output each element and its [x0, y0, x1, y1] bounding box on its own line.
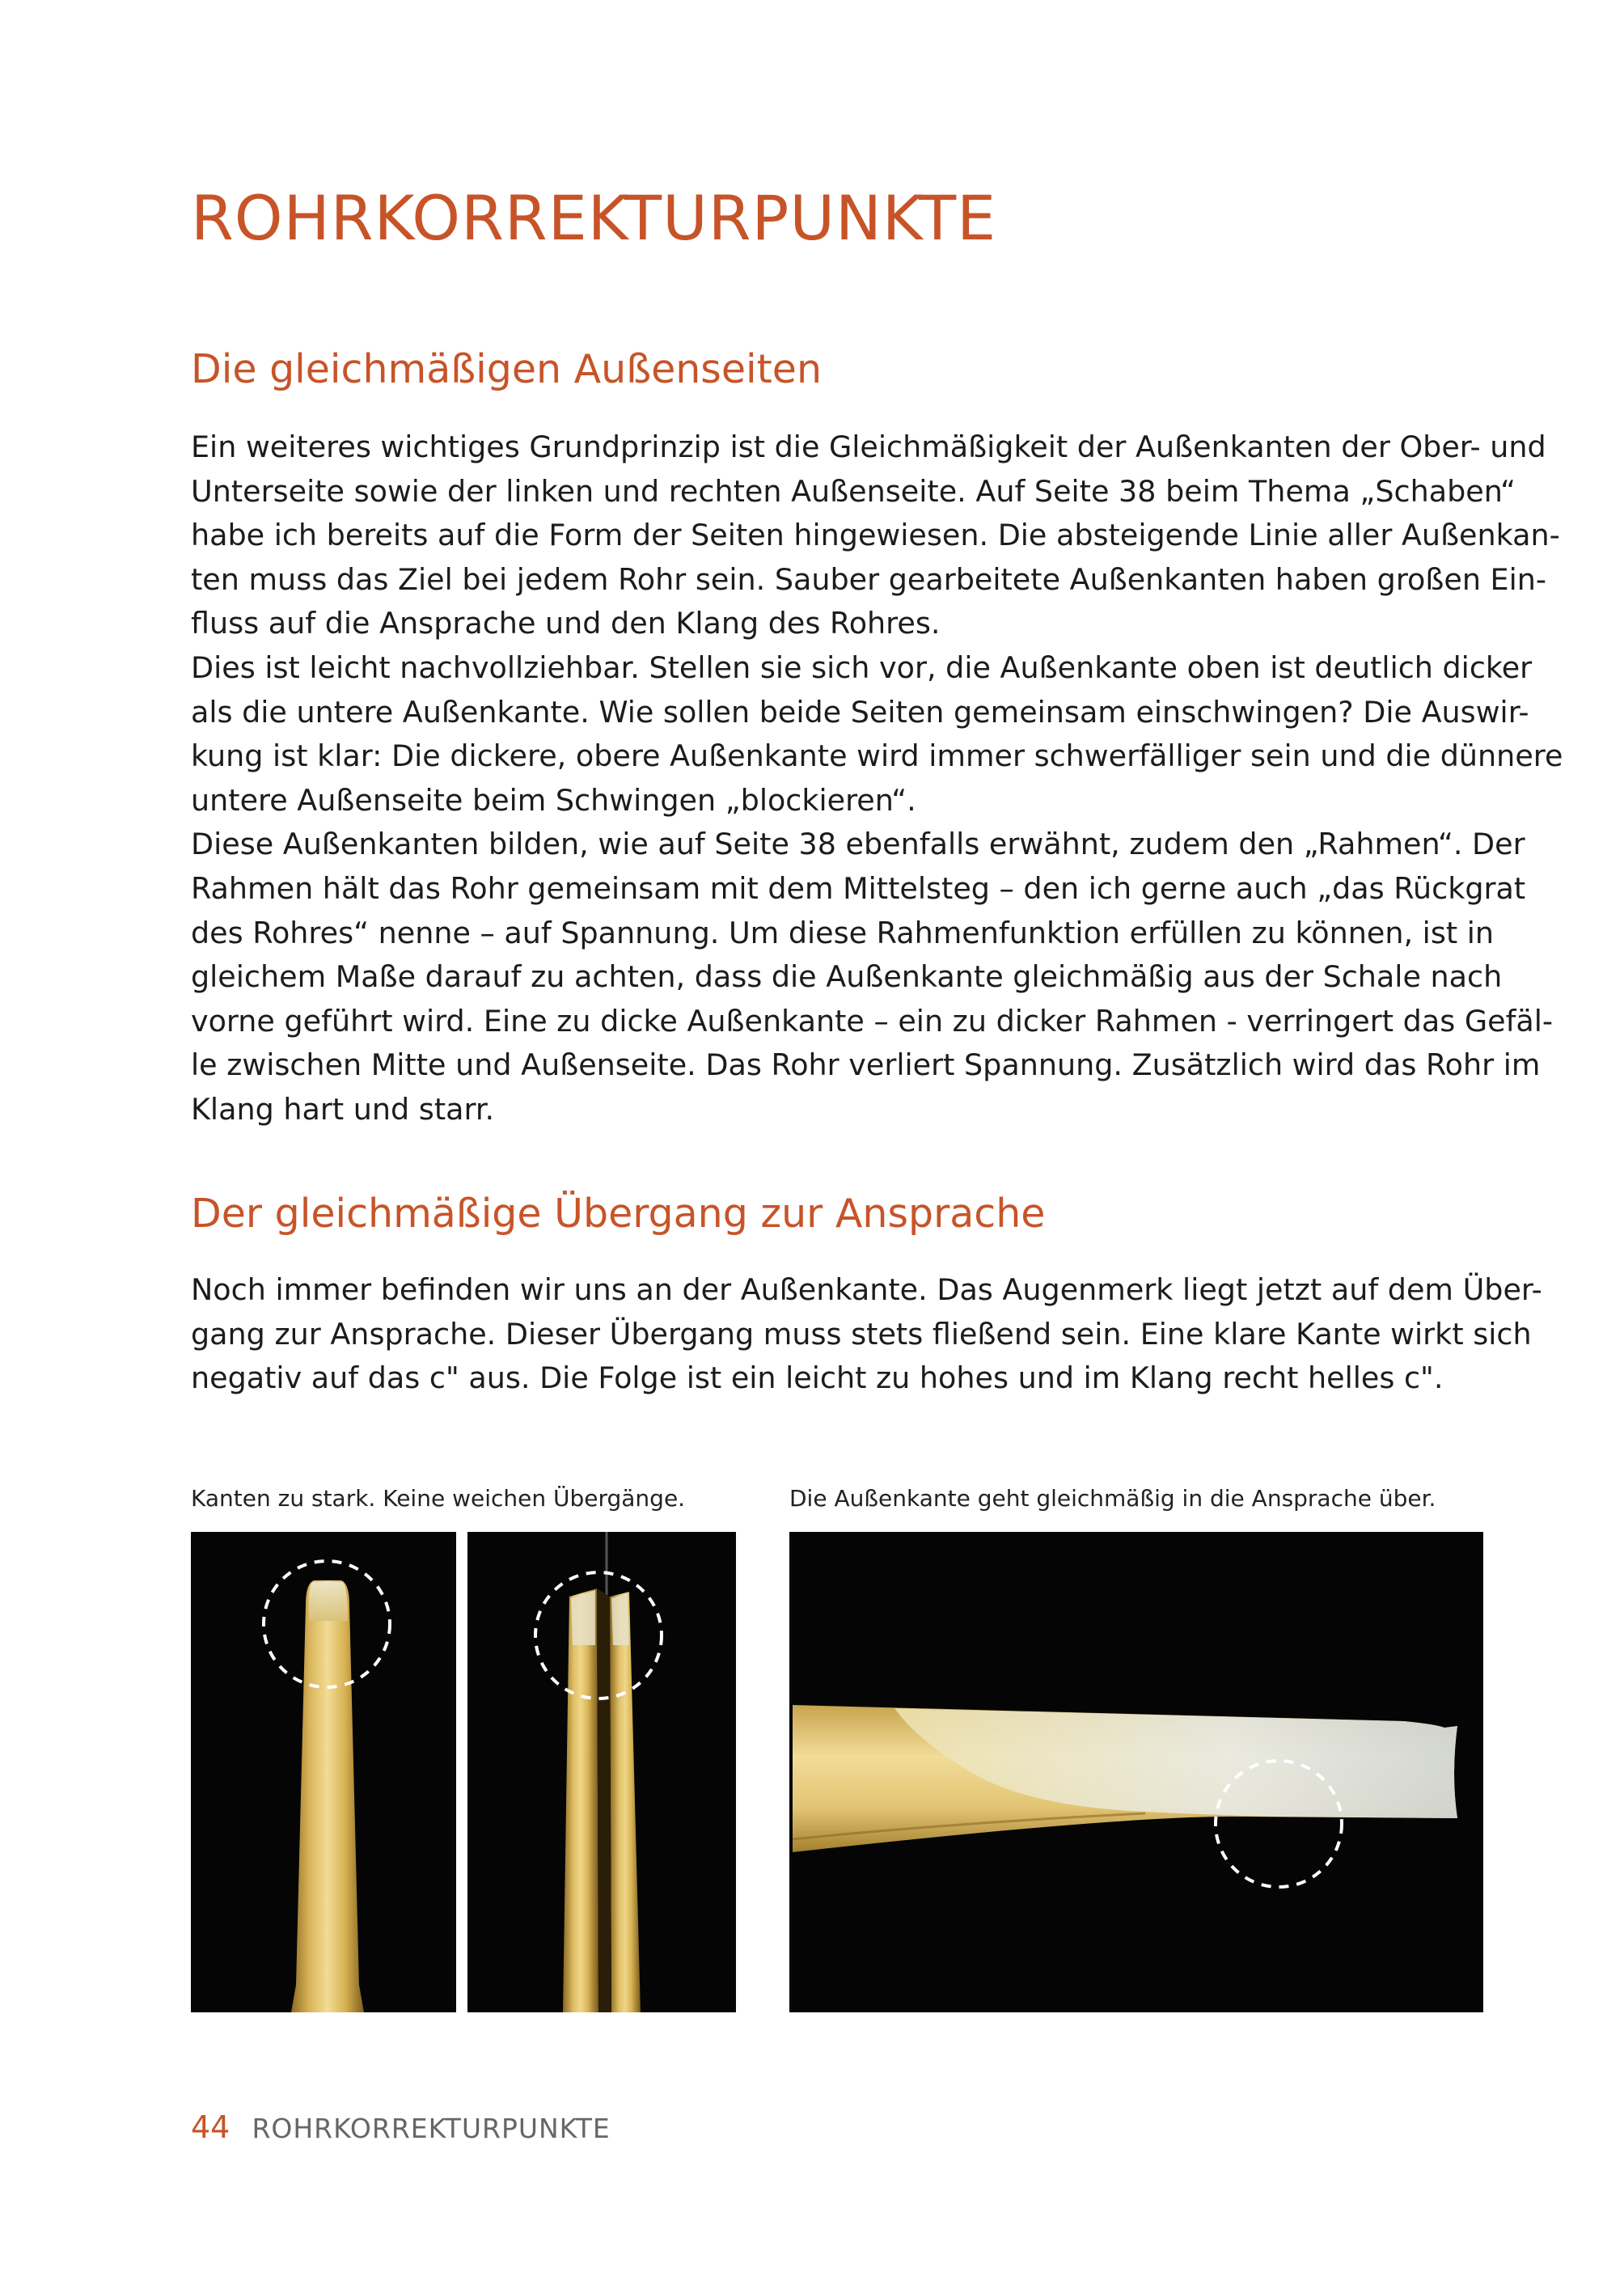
text-line: kung ist klar: Die dickere, obere Außenkante wird immer schwerfälliger sein und die dünnere — [191, 738, 1563, 774]
text-line: Rahmen hält das Rohr gemeinsam mit dem Mittelsteg – den ich gerne auch „das Rückgrat — [191, 870, 1526, 906]
text-line: fluss auf die Ansprache und den Klang des Rohres. — [191, 606, 941, 641]
text-line: als die untere Außenkante. Wie sollen beide Seiten gemeinsam einschwingen? Die Auswir- — [191, 694, 1529, 730]
text-line: gang zur Ansprache. Dieser Übergang muss stets fließend sein. Eine klare Kante wirkt sich — [191, 1316, 1532, 1352]
text-line: negativ auf das c" aus. Die Folge ist ein leicht zu hohes und im Klang recht helles c". — [191, 1360, 1444, 1396]
page-footer — [191, 2109, 611, 2145]
text-line: Dies ist leicht nachvollziehbar. Stellen sie sich vor, die Außenkante oben ist deutlich dicker — [191, 649, 1533, 685]
footer-chapter-label: ROHRKORREKTURPUNKTE — [252, 2113, 611, 2144]
text-line: ten muss das Ziel bei jedem Rohr sein. Sauber gearbeitete Außenkanten haben großen Ein- — [191, 561, 1547, 597]
reed-front-illustration — [191, 1532, 456, 2012]
text-line: Unterseite sowie der linken und rechten Außenseite. Auf Seite 38 beim Thema „Schaben“ — [191, 473, 1516, 509]
page-title: ROHRKORREKTURPUNKTE — [191, 182, 997, 254]
text-line: gleichem Maße darauf zu achten, dass die Außenkante gleichmäßig aus der Schale nach — [191, 959, 1503, 995]
text-line: vorne geführt wird. Eine zu dicke Außenkante – ein zu dicker Rahmen - verringert das Gefäl- — [191, 1003, 1554, 1039]
text-line: untere Außenseite beim Schwingen „blockieren“. — [191, 782, 916, 818]
text-line: Klang hart und starr. — [191, 1091, 495, 1127]
text-line: Noch immer befinden wir uns an der Außenkante. Das Augenmerk liegt jetzt auf dem Über- — [191, 1272, 1542, 1307]
body-paragraph-transition — [191, 1268, 1542, 1401]
text-line: des Rohres“ nenne – auf Spannung. Um diese Rahmenfunktion erfüllen zu können, ist in — [191, 915, 1495, 950]
reed-side-illustration — [467, 1532, 736, 2012]
reed-photo-horizontal — [789, 1532, 1483, 2012]
section-heading-outer-sides: Die gleichmäßigen Außenseiten — [191, 346, 823, 392]
caption-smooth-transition: Die Außenkante geht gleichmäßig in die Ansprache über. — [789, 1485, 1436, 1512]
caption-edges-too-strong: Kanten zu stark. Keine weichen Übergänge. — [191, 1485, 686, 1512]
text-line: le zwischen Mitte und Außenseite. Das Rohr verliert Spannung. Zusätzlich wird das Rohr im — [191, 1047, 1541, 1083]
reed-photo-front — [191, 1532, 456, 2012]
section-heading-transition: Der gleichmäßige Übergang zur Ansprache — [191, 1191, 1046, 1237]
reed-photo-side — [467, 1532, 736, 2012]
page-number: 44 — [191, 2109, 230, 2145]
text-line: Ein weiteres wichtiges Grundprinzip ist die Gleichmäßigkeit der Außenkanten der Ober- und — [191, 429, 1546, 464]
reed-horizontal-illustration — [789, 1532, 1483, 2012]
body-paragraph-outer-sides — [191, 425, 1563, 1132]
text-line: Diese Außenkanten bilden, wie auf Seite 38 ebenfalls erwähnt, zudem den „Rahmen“. Der — [191, 827, 1525, 862]
text-line: habe ich bereits auf die Form der Seiten hingewiesen. Die absteigende Linie aller Außenkan- — [191, 518, 1560, 553]
